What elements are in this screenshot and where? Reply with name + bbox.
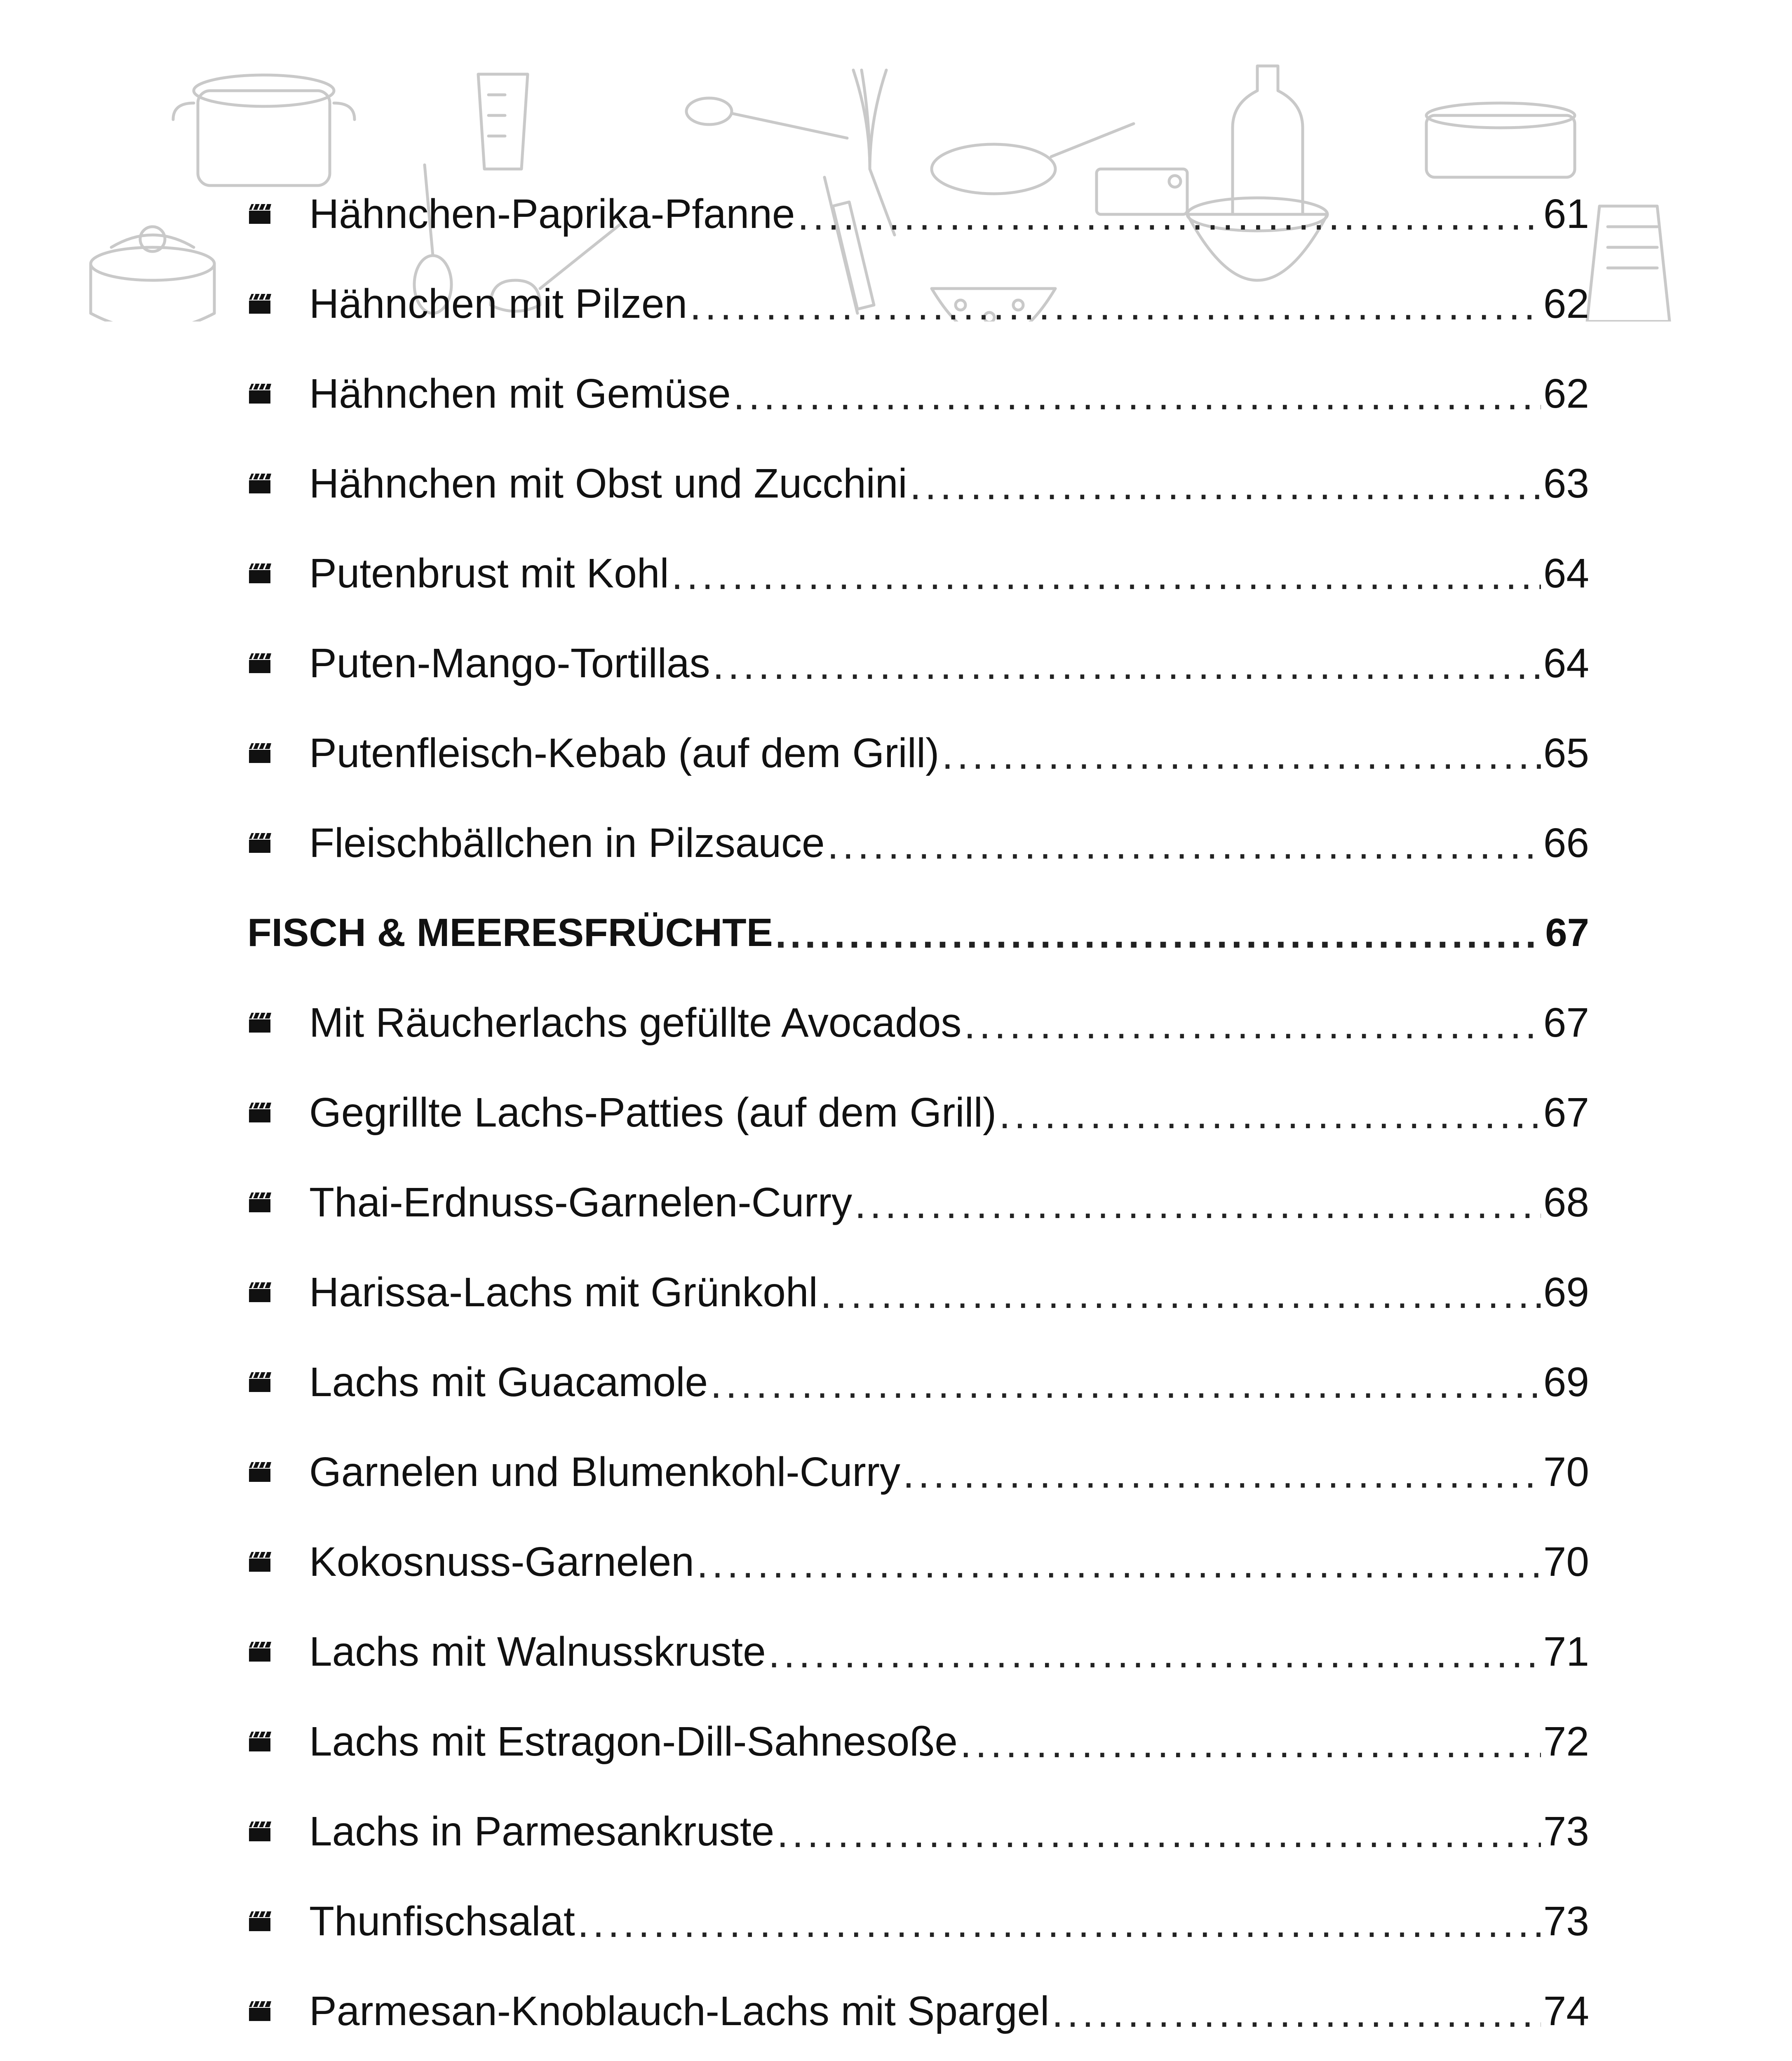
dot-leader — [690, 285, 1541, 326]
dot-leader — [855, 1183, 1541, 1225]
toc-entry-page: 64 — [1543, 640, 1589, 686]
toc-entry[interactable] — [247, 1427, 1589, 1517]
clapperboard-icon — [247, 1011, 309, 1034]
clapperboard-icon — [247, 1820, 309, 1843]
measuring-cup-icon — [478, 74, 528, 169]
toc-entry-page: 71 — [1543, 1629, 1589, 1675]
toc-entry-page: 73 — [1543, 1898, 1589, 1944]
toc-entry[interactable] — [247, 528, 1589, 618]
clapperboard-icon — [247, 1910, 309, 1933]
dot-leader — [960, 1723, 1541, 1764]
toc-entry-page: 67 — [1543, 1000, 1589, 1046]
dot-leader — [999, 1094, 1541, 1135]
toc-entry-page: 74 — [1543, 1988, 1589, 2034]
toc-entry-title: Mit Räucherlachs gefüllte Avocados — [309, 1000, 962, 1046]
toc-entry-title: Puten-Mango-Tortillas — [309, 640, 710, 686]
dot-leader — [1052, 1992, 1541, 2033]
toc-entry-title: Lachs mit Walnusskruste — [309, 1629, 766, 1675]
toc-entry-title: Lachs mit Guacamole — [309, 1359, 708, 1405]
toc-entry-title: Thai-Erdnuss-Garnelen-Curry — [309, 1179, 853, 1225]
toc-entry[interactable] — [247, 1337, 1589, 1427]
toc-entry-page: 66 — [1543, 820, 1589, 866]
dot-leader — [775, 915, 1543, 954]
dot-leader — [733, 375, 1541, 416]
clapperboard-icon — [247, 2000, 309, 2023]
clapperboard-icon — [247, 1730, 309, 1753]
toc-entry[interactable] — [247, 1157, 1589, 1247]
toc-entry[interactable] — [247, 978, 1589, 1068]
dot-leader — [942, 734, 1541, 775]
clapperboard-icon — [247, 382, 309, 405]
lidded-pot-icon — [91, 227, 214, 322]
toc-entry-page: 70 — [1543, 1539, 1589, 1585]
toc-entry-title: Putenfleisch-Kebab (auf dem Grill) — [309, 730, 939, 776]
toc-section-heading[interactable] — [247, 888, 1589, 978]
clapperboard-icon — [247, 652, 309, 675]
toc-entry[interactable] — [247, 259, 1589, 349]
toc-section-page: 67 — [1545, 911, 1589, 955]
clapperboard-icon — [247, 292, 309, 315]
toc-entry-page: 62 — [1543, 281, 1589, 327]
cake-tin-icon — [1426, 103, 1575, 177]
toc-entry-title: Hähnchen-Paprika-Pfanne — [309, 191, 795, 237]
dot-leader — [697, 1543, 1541, 1584]
toc-entry[interactable] — [247, 708, 1589, 798]
toc-entry-title: Lachs in Parmesankruste — [309, 1808, 775, 1854]
clapperboard-icon — [247, 831, 309, 854]
toc-entry[interactable] — [247, 1966, 1589, 2056]
toc-entry[interactable] — [247, 1697, 1589, 1786]
toc-entry-title: Hähnchen mit Obst und Zucchini — [309, 460, 907, 507]
clapperboard-icon — [247, 1640, 309, 1663]
toc-entry-title: Gegrillte Lachs-Patties (auf dem Grill) — [309, 1089, 997, 1136]
clapperboard-icon — [247, 202, 309, 225]
clapperboard-icon — [247, 562, 309, 585]
toc-entry-title: Fleischbällchen in Pilzsauce — [309, 820, 825, 866]
toc-entry-page: 68 — [1543, 1179, 1589, 1225]
dot-leader — [910, 465, 1541, 506]
clapperboard-icon — [247, 742, 309, 765]
toc-entry-page: 64 — [1543, 550, 1589, 596]
toc-entry-title: Garnelen und Blumenkohl-Curry — [309, 1449, 901, 1495]
dot-leader — [713, 644, 1541, 685]
toc-entry-page: 73 — [1543, 1808, 1589, 1854]
clapperboard-icon — [247, 1460, 309, 1484]
toc-entry[interactable] — [247, 169, 1589, 259]
toc-entry[interactable] — [247, 798, 1589, 888]
toc-entry[interactable] — [247, 1607, 1589, 1697]
toc-entry-page: 70 — [1543, 1449, 1589, 1495]
clapperboard-icon — [247, 472, 309, 495]
dot-leader — [903, 1453, 1541, 1494]
toc-entry-page: 69 — [1543, 1269, 1589, 1315]
clapperboard-icon — [247, 1550, 309, 1573]
dot-leader — [710, 1363, 1541, 1404]
dot-leader — [777, 1812, 1541, 1854]
toc-entry[interactable] — [247, 439, 1589, 528]
toc-entry[interactable] — [247, 349, 1589, 439]
toc-entry-title: Parmesan-Knoblauch-Lachs mit Spargel — [309, 1988, 1050, 2034]
table-of-contents — [247, 169, 1589, 2061]
toc-entry-title: Hähnchen mit Gemüse — [309, 371, 731, 417]
toc-entry-page: 72 — [1543, 1718, 1589, 1765]
clapperboard-icon — [247, 1101, 309, 1124]
toc-entry[interactable] — [247, 1876, 1589, 1966]
toc-entry-title: Harissa-Lachs mit Grünkohl — [309, 1269, 818, 1315]
toc-entry[interactable] — [247, 1786, 1589, 1876]
toc-entry-page: 65 — [1543, 730, 1589, 776]
toc-entry-title: Putenbrust mit Kohl — [309, 550, 669, 596]
toc-entry[interactable] — [247, 618, 1589, 708]
toc-entry-title: Thunfischsalat — [309, 1898, 575, 1944]
dot-leader — [672, 554, 1541, 596]
toc-entry-page: 62 — [1543, 371, 1589, 417]
toc-entry[interactable] — [247, 1068, 1589, 1157]
toc-entry-page: 69 — [1543, 1359, 1589, 1405]
clapperboard-icon — [247, 1371, 309, 1394]
toc-entry-title: Kokosnuss-Garnelen — [309, 1539, 694, 1585]
grater-icon — [1587, 206, 1670, 322]
dot-leader — [578, 1902, 1541, 1944]
dot-leader — [820, 1273, 1541, 1315]
toc-entry-page: 67 — [1543, 1089, 1589, 1136]
toc-entry-title: Lachs mit Estragon-Dill-Sahnesoße — [309, 1718, 958, 1765]
dot-leader — [827, 824, 1541, 865]
dot-leader — [768, 1633, 1541, 1674]
toc-entry[interactable] — [247, 1517, 1589, 1607]
clapperboard-icon — [247, 1191, 309, 1214]
toc-entry[interactable] — [247, 2056, 1589, 2061]
dot-leader — [798, 195, 1541, 236]
toc-entry-title: Hähnchen mit Pilzen — [309, 281, 688, 327]
toc-entry-page: 61 — [1543, 191, 1589, 237]
toc-section-title: FISCH & MEERESFRÜCHTE — [247, 911, 773, 955]
toc-entry[interactable] — [247, 1247, 1589, 1337]
clapperboard-icon — [247, 1281, 309, 1304]
dot-leader — [964, 1004, 1541, 1045]
toc-entry-page: 63 — [1543, 460, 1589, 507]
spoon-icon — [686, 98, 847, 138]
